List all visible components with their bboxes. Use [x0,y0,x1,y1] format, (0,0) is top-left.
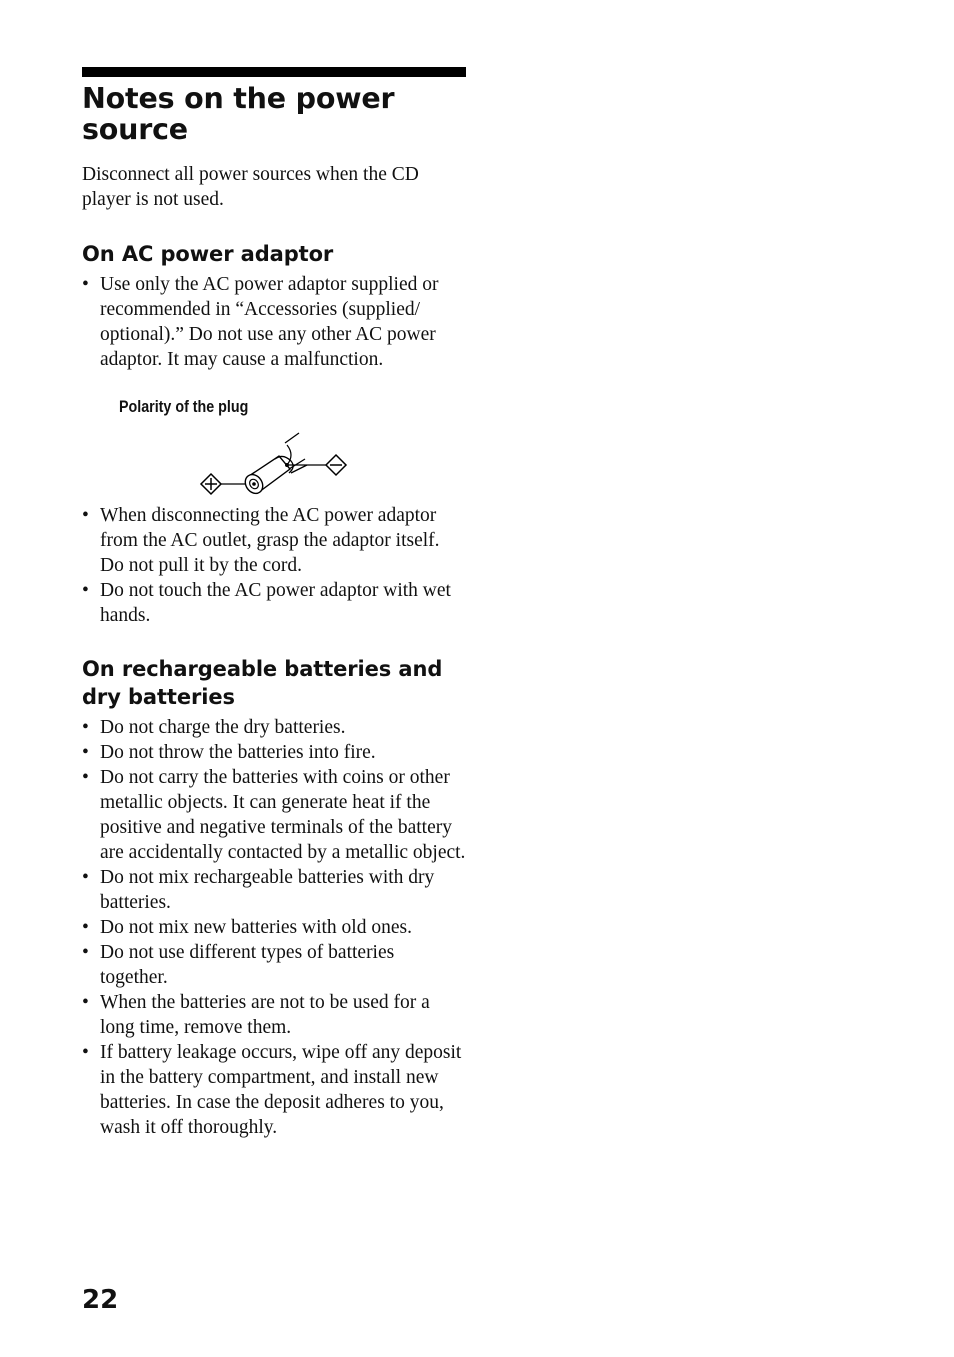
list-item [82,915,466,940]
list-item [82,715,466,740]
ac-adaptor-list-continued [82,503,466,628]
intro-paragraph: Disconnect all power sources when the CD player is not used. [82,164,419,210]
bullet: • [82,505,89,526]
list-item [82,503,466,578]
bullet: • [82,580,89,601]
section-heading-ac-adaptor: On AC power adaptor [82,242,334,266]
list-item-text: When disconnecting the AC power adaptor from the AC outlet, grasp the adaptor itself. Do not pull it by the cord. [100,505,440,576]
list-item-text: Do not carry the batteries with coins or other metallic objects. It can generate heat if the positive and negative terminals of the battery are accidentally contacted by a metallic object. [100,767,466,863]
title-rule [82,67,466,77]
list-item [82,1040,466,1140]
list-item [82,765,466,865]
batteries-list [82,715,466,1140]
content-column [82,67,466,1140]
bullet: • [82,917,89,938]
list-item-text: Use only the AC power adaptor supplied or recommended in “Accessories (supplied/ optional).” Do not use any other AC power adaptor. It may cause a malfunction. [100,274,439,370]
bullet: • [82,274,89,295]
plug-polarity-icon [197,429,351,499]
list-item [82,865,466,915]
bullet: • [82,717,89,738]
figure-caption: Polarity of the plug [119,397,249,416]
section-heading-batteries: On rechargeable batteries and dry batteries [82,657,443,709]
list-item [82,940,466,990]
list-item-text: Do not throw the batteries into fire. [100,742,376,763]
list-item [82,740,466,765]
ac-adaptor-list [82,272,466,372]
list-item-text: Do not mix rechargeable batteries with dry batteries. [100,867,435,913]
bullet: • [82,767,89,788]
bullet: • [82,742,89,763]
minus-terminal-icon [326,455,346,475]
page-number: 22 [82,1285,119,1315]
list-item [82,272,466,372]
list-item-text: When the batteries are not to be used for a long time, remove them. [100,992,430,1038]
plug-polarity-figure [197,429,351,499]
list-item-text: Do not touch the AC power adaptor with wet hands. [100,580,451,626]
list-item-text: If battery leakage occurs, wipe off any deposit in the battery compartment, and install new batteries. In case the deposit adheres to you, wash it off thoroughly. [100,1042,462,1138]
bullet: • [82,867,89,888]
bullet: • [82,992,89,1013]
list-item-text: Do not use different types of batteries together. [100,942,395,988]
list-item-text: Do not mix new batteries with old ones. [100,917,412,938]
bullet: • [82,942,89,963]
list-item [82,990,466,1040]
plus-terminal-icon [201,474,221,494]
list-item [82,578,466,628]
list-item-text: Do not charge the dry batteries. [100,717,346,738]
bullet: • [82,1042,89,1063]
page-title: Notes on the power source [82,82,395,146]
